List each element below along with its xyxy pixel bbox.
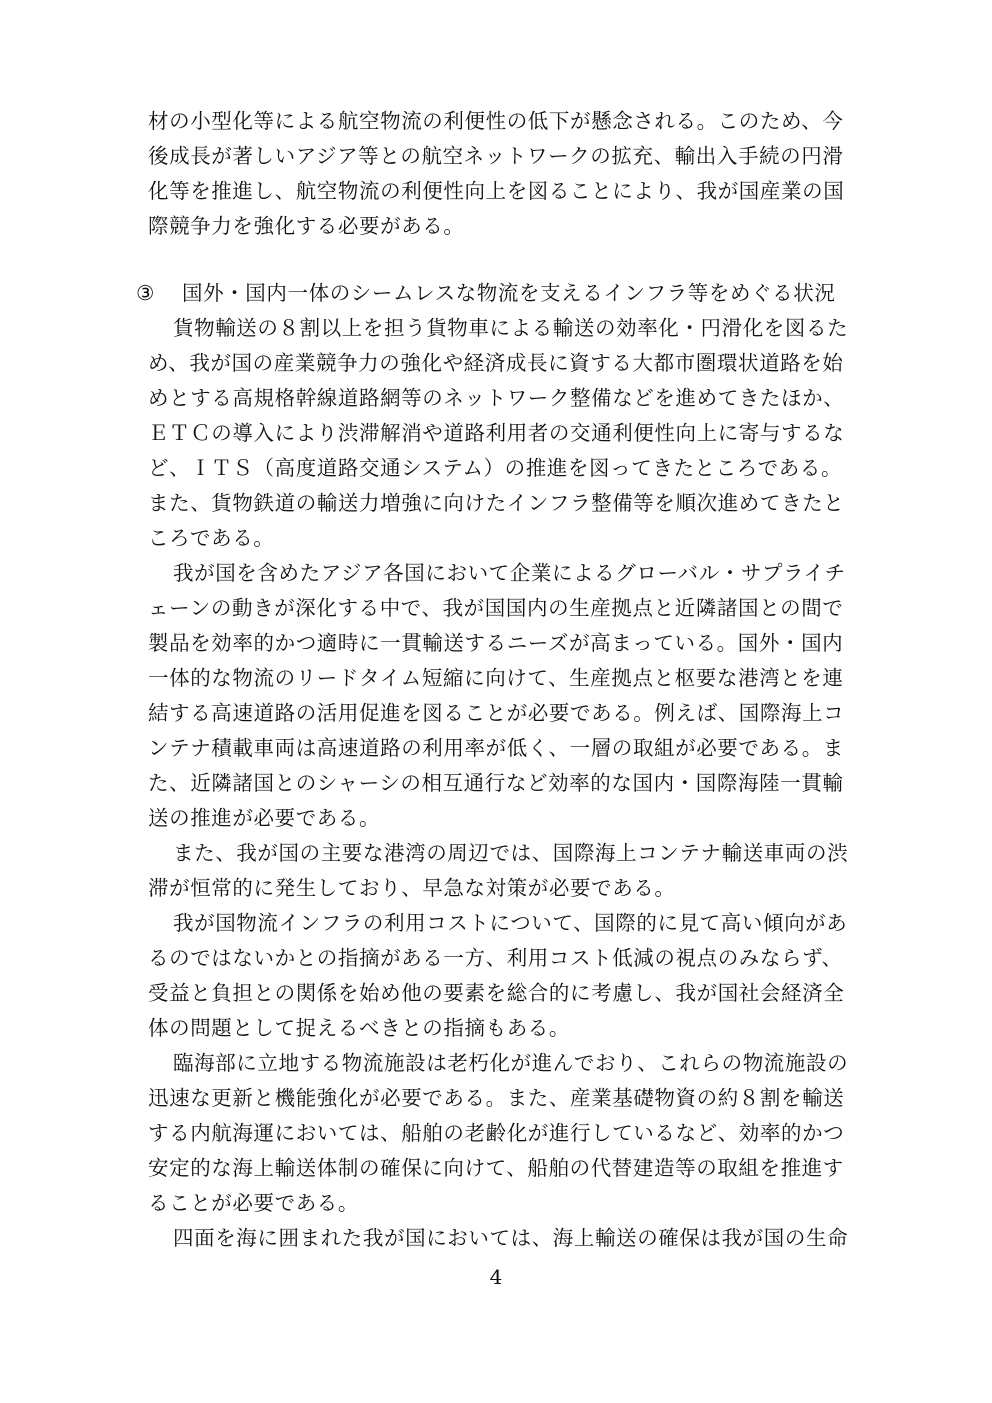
- text-line: 受益と負担との関係を始め他の要素を総合的に考慮し、我が国社会経済全: [148, 981, 845, 1005]
- text-line: 安定的な海上輸送体制の確保に向けて、船舶の代替建造等の取組を推進す: [148, 1156, 844, 1180]
- page-number: 4: [489, 1265, 503, 1289]
- text-line: た、近隣諸国とのシャーシの相互通行など効率的な国内・国際海陸一貫輸: [148, 771, 844, 795]
- text-line: め、我が国の産業競争力の強化や経済成長に資する大都市圏環状道路を始: [148, 351, 844, 375]
- text-line: 際競争力を強化する必要がある。: [148, 214, 465, 238]
- text-line: ンテナ積載車両は高速道路の利用率が低く、一層の取組が必要である。ま: [148, 736, 844, 760]
- text-line: 材の小型化等による航空物流の利便性の低下が懸念される。このため、今: [148, 109, 844, 133]
- text-line: また、貨物鉄道の輸送力増強に向けたインフラ整備等を順次進めてきたと: [148, 491, 845, 515]
- text-line: ることが必要である。: [148, 1191, 359, 1215]
- text-line: 我が国を含めたアジア各国において企業によるグローバル・サプライチ: [173, 561, 846, 585]
- text-line: ＥＴＣの導入により渋滞解消や道路利用者の交通利便性向上に寄与するな: [148, 421, 845, 445]
- section-number: ③: [136, 281, 155, 305]
- section-body: [148, 311, 893, 1256]
- text-line: 滞が恒常的に発生しており、早急な対策が必要である。: [148, 876, 676, 900]
- text-line: 臨海部に立地する物流施設は老朽化が進んでおり、これらの物流施設の: [173, 1051, 849, 1075]
- text-line: 製品を効率的かつ適時に一貫輸送するニーズが高まっている。国外・国内: [148, 631, 844, 655]
- text-line: 送の推進が必要である。: [148, 806, 381, 830]
- text-line: 四面を海に囲まれた我が国においては、海上輸送の確保は我が国の生命: [173, 1226, 849, 1250]
- section-title: 国外・国内一体のシームレスな物流を支えるインフラ等をめぐる状況: [182, 281, 836, 305]
- text-line: ころである。: [148, 526, 275, 550]
- text-line: また、我が国の主要な港湾の周辺では、国際海上コンテナ輸送車両の渋: [173, 841, 849, 865]
- text-line: 化等を推進し、航空物流の利便性向上を図ることにより、我が国産業の国: [148, 179, 845, 203]
- text-line: 結する高速道路の活用促進を図ることが必要である。例えば、国際海上コ: [148, 701, 845, 725]
- intro-paragraph: [148, 104, 893, 244]
- text-line: 一体的な物流のリードタイム短縮に向けて、生産拠点と枢要な港湾とを連: [148, 666, 844, 690]
- text-line: 体の問題として捉えるべきとの指摘もある。: [148, 1016, 570, 1040]
- text-line: 我が国物流インフラの利用コストについて、国際的に見て高い傾向があ: [173, 911, 848, 935]
- text-line: めとする高規格幹線道路網等のネットワーク整備などを進めてきたほか、: [148, 386, 845, 410]
- text-line: ど、ＩＴＳ（高度道路交通システム）の推進を図ってきたところである。: [148, 456, 843, 480]
- text-line: るのではないかとの指摘がある一方、利用コスト低減の視点のみならず、: [148, 946, 843, 970]
- text-line: 貨物輸送の８割以上を担う貨物車による輸送の効率化・円滑化を図るた: [173, 316, 849, 340]
- text-line: 後成長が著しいアジア等との航空ネットワークの拡充、輸出入手続の円滑: [148, 144, 844, 168]
- text-line: 迅速な更新と機能強化が必要である。また、産業基礎物資の約８割を輸送: [148, 1086, 845, 1110]
- text-line: ェーンの動きが深化する中で、我が国国内の生産拠点と近隣諸国との間で: [148, 596, 844, 620]
- section-heading: [136, 276, 835, 311]
- text-line: する内航海運においては、船舶の老齢化が進行しているなど、効率的かつ: [148, 1121, 845, 1145]
